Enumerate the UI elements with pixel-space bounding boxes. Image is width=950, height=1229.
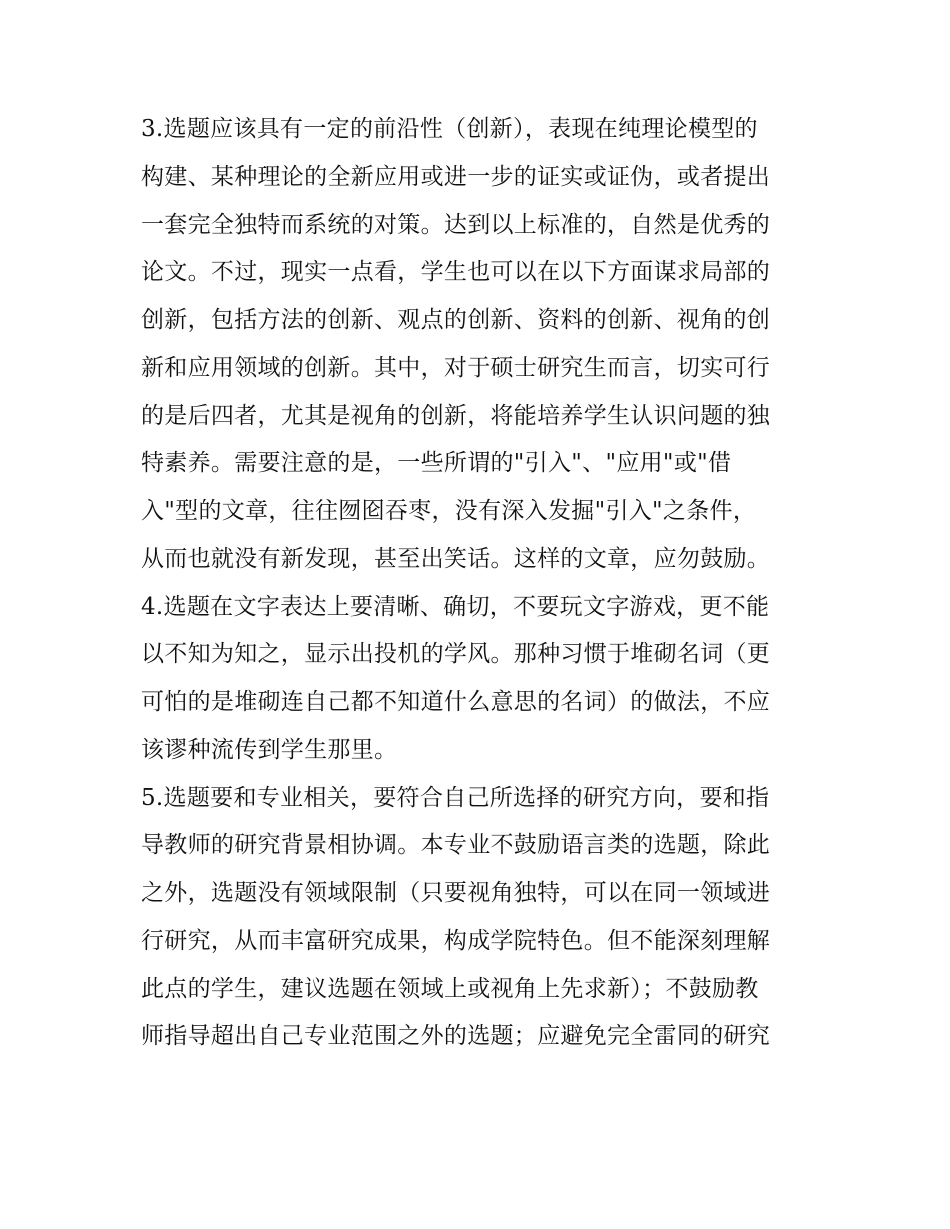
- text-line: 特素养。需要注意的是，一些所谓的"引入"、"应用"或"借: [141, 450, 732, 477]
- document-body: [141, 106, 821, 1061]
- text-line: 一套完全独特而系统的对策。达到以上标准的，自然是优秀的: [141, 211, 771, 238]
- text-line: 的是后四者，尤其是视角的创新，将能培养学生认识问题的独: [141, 402, 771, 429]
- text-line: 之外，选题没有领域限制（只要视角独特，可以在同一领域进: [141, 880, 771, 906]
- text-line: 以不知为知之，显示出投机的学风。那种习惯于堆砌名词（更: [141, 641, 771, 668]
- text-line: 3.选题应该具有一定的前沿性（创新），表现在纯理论模型的: [141, 116, 758, 142]
- text-line: 新和应用领域的创新。其中，对于硕士研究生而言，切实可行: [141, 354, 771, 381]
- text-line: 师指导超出自己专业范围之外的选题；应避免完全雷同的研究: [141, 1023, 771, 1050]
- text-line: 行研究，从而丰富研究成果，构成学院特色。但不能深刻理解: [141, 927, 771, 954]
- text-line: 创新，包括方法的创新、观点的创新、资料的创新、视角的创: [141, 307, 771, 333]
- text-line: 4.选题在文字表达上要清晰、确切，不要玩文字游戏，更不能: [141, 593, 770, 620]
- text-line: 5.选题要和专业相关，要符合自己所选择的研究方向，要和指: [141, 784, 770, 811]
- text-line: 此点的学生，建议选题在领域上或视角上先求新）；不鼓励教: [141, 975, 759, 1002]
- text-line: 可怕的是堆砌连自己都不知道什么意思的名词）的做法，不应: [141, 689, 771, 715]
- text-line: 论文。不过，现实一点看，学生也可以在以下方面谋求局部的: [141, 259, 771, 286]
- text-line: 导教师的研究背景相协调。本专业不鼓励语言类的选题，除此: [141, 832, 771, 859]
- text-line: 构建、某种理论的全新应用或进一步的证实或证伪，或者提出: [141, 163, 771, 190]
- text-line: 从而也就没有新发现，甚至出笑话。这样的文章，应勿鼓励。: [141, 545, 771, 572]
- text-line: 入"型的文章，往往囫囵吞枣，没有深入发掘"引入"之条件，: [141, 498, 757, 524]
- text-line: 该谬种流传到学生那里。: [141, 736, 398, 763]
